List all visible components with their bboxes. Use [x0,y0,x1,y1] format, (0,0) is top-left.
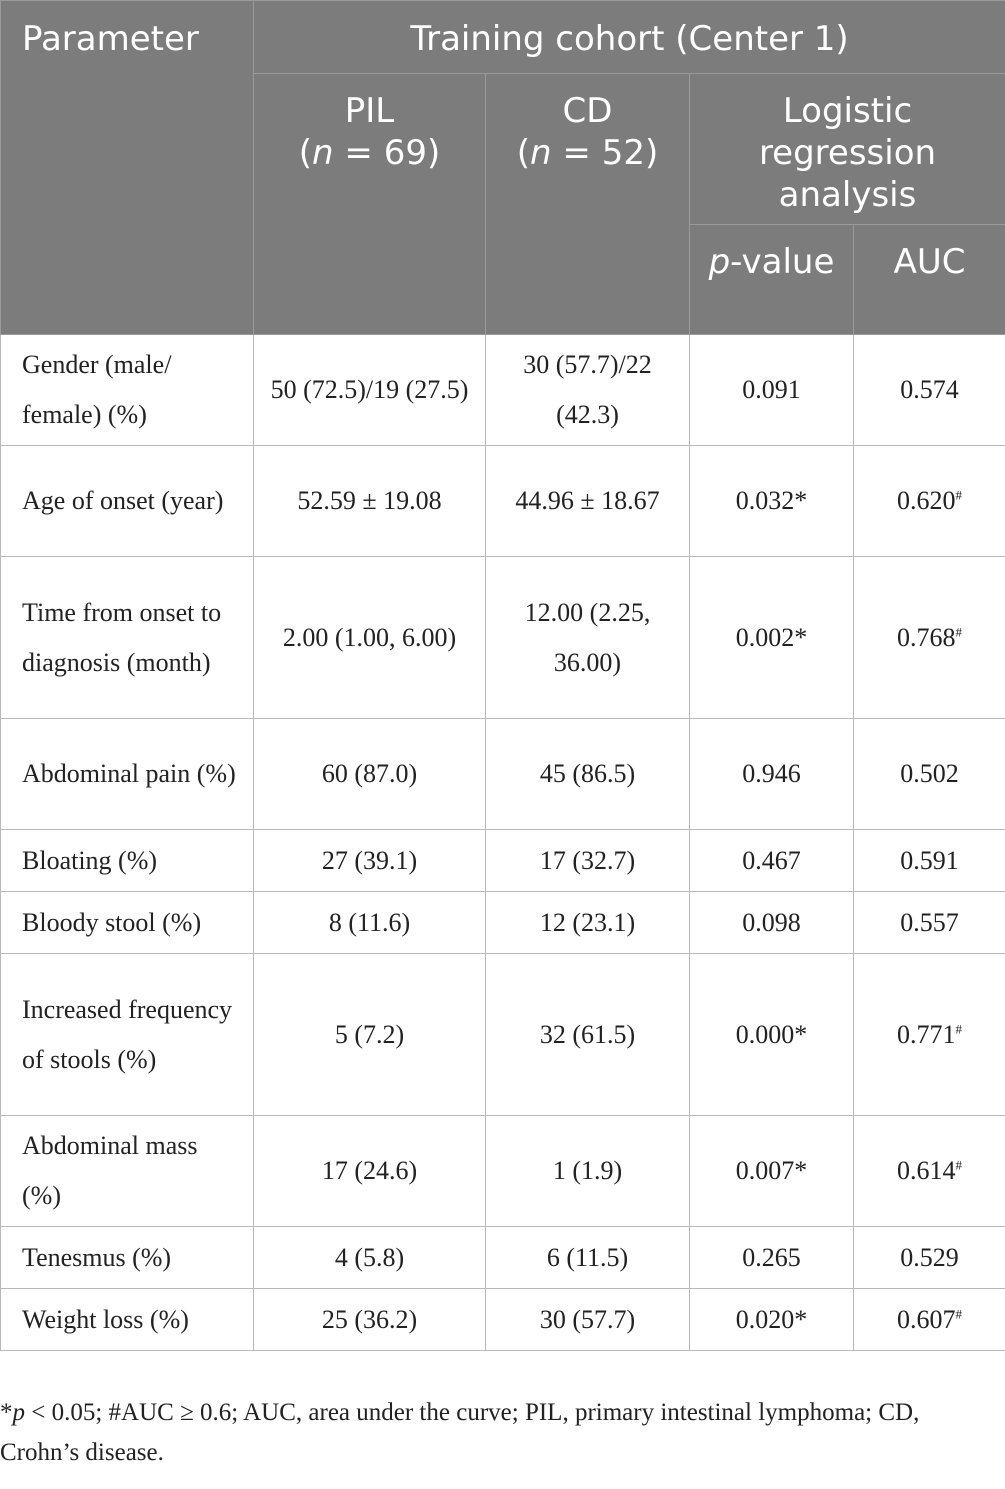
cell-pil: 5 (7.2) [254,954,486,1116]
cell-pil: 52.59 ± 19.08 [254,446,486,557]
cell-parameter: Abdominal mass (%) [1,1116,254,1227]
auc-value: 0.614 [897,1156,956,1185]
auc-value: 0.529 [900,1242,959,1272]
cell-p-value: 0.946 [690,719,854,830]
cell-auc [854,954,1005,1116]
header-parameter: Parameter [1,1,254,335]
cell-pil: 8 (11.6) [254,892,486,954]
cell-cd: 12 (23.1) [486,892,690,954]
cell-pil: 17 (24.6) [254,1116,486,1227]
cell-p-value: 0.265 [690,1227,854,1289]
cell-p-value: 0.000* [690,954,854,1116]
cell-parameter: Bloody stool (%) [1,892,254,954]
table-row [1,446,1005,557]
auc-value: 0.574 [900,375,959,404]
cell-parameter: Increased frequency of stools (%) [1,954,254,1116]
header-cd-n: n [530,133,552,173]
cell-pil: 4 (5.8) [254,1227,486,1289]
footnote-text: < 0.05; #AUC ≥ 0.6; AUC, area under the curve; PIL, primary intestinal lymphoma; CD, Crohn’s disease. [0,1399,920,1466]
cell-auc [854,335,1005,446]
table-footnote [0,1393,990,1473]
cell-parameter: Tenesmus (%) [1,1227,254,1289]
header-pil-n: n [312,133,334,173]
cell-parameter: Bloating (%) [1,830,254,892]
cell-auc [854,830,1005,892]
table-row [1,335,1005,446]
header-p-suffix: -value [730,242,835,282]
table-row [1,892,1005,954]
auc-marker: # [955,1020,963,1036]
header-training-cohort: Training cohort (Center 1) [254,1,1005,74]
auc-value: 0.591 [900,845,959,875]
header-cd-label: CD [562,91,613,131]
cell-p-value: 0.020* [690,1289,854,1351]
cell-parameter: Gender (male/ female) (%) [1,335,254,446]
header-p-italic: p [708,242,731,282]
cell-auc [854,1289,1005,1351]
cell-cd: 17 (32.7) [486,830,690,892]
auc-value: 0.502 [900,759,959,788]
table-row [1,830,1005,892]
cell-pil: 60 (87.0) [254,719,486,830]
auc-value: 0.607 [897,1304,956,1334]
cell-p-value: 0.091 [690,335,854,446]
header-pil-label: PIL [344,91,395,131]
cell-p-value: 0.098 [690,892,854,954]
cell-p-value: 0.467 [690,830,854,892]
header-cd: CD (n = 52) [486,74,690,335]
cell-auc [854,1227,1005,1289]
table-body [1,335,1005,1351]
header-auc: AUC [854,225,1005,335]
auc-marker: # [955,487,963,503]
auc-value: 0.620 [897,486,956,515]
header-pil: PIL (n = 69) [254,74,486,335]
table-row [1,954,1005,1116]
table-row [1,1227,1005,1289]
cell-pil: 25 (36.2) [254,1289,486,1351]
header-p-value [690,225,854,335]
auc-value: 0.557 [900,907,959,937]
header-logistic-regression: Logistic regression analysis [690,74,1005,225]
auc-marker: # [955,1157,963,1173]
table-row [1,1116,1005,1227]
auc-value: 0.768 [897,622,956,652]
cell-pil: 2.00 (1.00, 6.00) [254,557,486,719]
cell-p-value: 0.007* [690,1116,854,1227]
header-pil-count: = 69) [333,133,441,173]
cell-parameter: Age of onset (year) [1,446,254,557]
cell-cd: 30 (57.7)/22 (42.3) [486,335,690,446]
cell-p-value: 0.032* [690,446,854,557]
cell-auc [854,557,1005,719]
cell-auc [854,719,1005,830]
cell-auc [854,1116,1005,1227]
cell-parameter: Weight loss (%) [1,1289,254,1351]
cell-pil: 50 (72.5)/19 (27.5) [254,335,486,446]
cell-cd: 44.96 ± 18.67 [486,446,690,557]
cell-cd: 45 (86.5) [486,719,690,830]
cell-auc [854,446,1005,557]
table-header [1,1,1005,335]
cell-parameter: Time from onset to diagnosis (month) [1,557,254,719]
cell-p-value: 0.002* [690,557,854,719]
footnote-star: * [0,1399,13,1426]
cell-pil: 27 (39.1) [254,830,486,892]
table-row [1,1289,1005,1351]
cell-cd: 12.00 (2.25, 36.00) [486,557,690,719]
header-cd-count: = 52) [551,133,659,173]
cell-cd: 1 (1.9) [486,1116,690,1227]
auc-marker: # [955,623,963,639]
cell-cd: 32 (61.5) [486,954,690,1116]
table-row [1,557,1005,719]
cell-cd: 6 (11.5) [486,1227,690,1289]
auc-marker: # [955,1305,963,1321]
cell-parameter: Abdominal pain (%) [1,719,254,830]
auc-value: 0.771 [897,1019,956,1049]
cell-cd: 30 (57.7) [486,1289,690,1351]
cell-auc [854,892,1005,954]
footnote-p-italic: p [12,1399,25,1426]
table-row [1,719,1005,830]
